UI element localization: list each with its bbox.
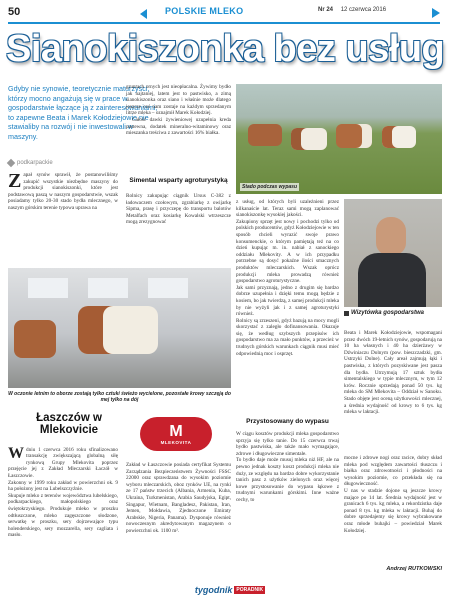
issue-number: Nr 24 [318, 7, 334, 13]
cow-shape [78, 306, 158, 354]
barn-photo [8, 268, 231, 388]
col2-paragraph-2: Całość dawki żywieniowej uzupełnia kreda pastewna, dodatek mineralno-witaminowy oraz mieszanka treściwa z zawartości 16% białka. [126, 116, 231, 137]
section2-col1-body: dniu 1 czerwca 2016 roku sfinalizowano transakcję zwiększającą globalną siłę rynkową Grupy Mlekovita poprzez przejęcie jej z Zakład Mleczarski Łaczół w Łaszczowie. Zakonny w 1999 roku zakład w powierzchni ok. 9 ha położony jest na Lubelszczyźnie. Skupuje mleko z terenów województwa lubelskiego, podkarpackiego, małopolskiego oraz świętokrzyskiego. Produkuje mleko w proszku odtłuszczone, mleko zagęszczone słodzone, serwatkę w proszku, sery dojrzewające typu holenderskiego, sery mozzarella, sery cagliata i masło. [8, 446, 118, 539]
section-chevron-left [140, 9, 147, 19]
farmer-body [358, 253, 426, 307]
dropcap: Z [8, 170, 22, 192]
col4-bottom-text: mocne i zdrowe nogi oraz racice, dobry skład mleka pod względem zawartości tłuszczu i białka oraz zdrowotności i płodności na wysokim poziomie, co przekłada się na długowieczność. U nas w stadzie dojone są jeszcze krowy mające po 14 lat. Średnia wydajność jest w granicach 6 tys. kg mleka, a rekordzistka daje ponad 8 tys. kg mleka w laktacji. Buhaj do dobre sprzedajemy się krowy wybrakowane oraz młode buhajki – powiedział Marek Kołodziej. [344, 455, 442, 534]
subhead-simental: Simental wsparty agroturystyką [129, 177, 228, 184]
farmer-portrait-photo [344, 199, 442, 307]
lead-paragraph: Gdyby nie synowie, teoretycznie maturzyści, którzy mocno angażują się w prace w gospodarstwie łączące ją z zainteresowaniami, to zapewne Beata i Marek Kołodziejowie nie stawialiby na rozwój i nie inwestowali w maszyny. [8, 84, 158, 141]
cow-shape [336, 124, 372, 148]
headline: Sianokiszonka bez usług [6, 28, 445, 70]
intro-body: apał synów sprawił, że postanowiliśmy zakupić wszystkie niezbędne maszyny do produkcji sianokiszonki, które jest podstawową paszą w naszym gospodarstwie, wszak posiadamy tylko 20-30 stado bydła mlecznego, w naszym górskim terenie typowa uprawa na [8, 172, 118, 211]
photo1-caption: Stado podczas wypasu [242, 184, 298, 190]
farmer-head [376, 217, 406, 255]
section2-title: Łaszczów w Mlekovicie [36, 412, 102, 436]
barn-window [28, 278, 68, 298]
footer-brand-badge: PORADNIK [236, 587, 264, 593]
barn-photo-caption: W oczonie letnim to oborze zostają tylko cztuki świeżo wycielone, pozostałe krowy szczęją do mej tylko na dój [8, 391, 231, 403]
section-title: POLSKIE MLEKO [165, 6, 244, 16]
footer-brand-text: tygodnik [194, 585, 233, 595]
cow-shape [248, 124, 282, 146]
region-tag [8, 160, 53, 166]
mlekovita-badge [140, 417, 212, 451]
col3-text: z usług, od których byli uzależnieni przez kilkanaście lat. Teraz sami mogą zaplanować sianokiszonkę wysokiej jakości. Zakupiony sprzęt jest nowy i pochodzi tylko od polskich producentów, gdyż Kołodziejowie w ten sposób chcieli wyrazić swoje prawo konsumenckie, o którym pamiętają też na co dzień kupując m. in. nabiał z sanockiego oddziału Mlekovity. A w ich przypadku potrzebne są dosyć pokaźne ilości smacznych produktów mleczarskich. Wszak oprócz produkcji mleka prowadzą również gospodarstwo agroturystyczne. Jak sami przyznają, jedno z drugim się bardzo dobrze uzupełnia i dzięki temu mogą będzie z kosiem, bo jak twierdzą, z samej produkcji mleka by nie wyżyli jak i z samej agroturystyki również. Rolnicy są zrzeszeni, gdyż bazują na mocy mogli skorzystać z zaległo dofinansowania. Okazuje się, że według szybszych przepisów ich gospodarstwo ma za mało punktów, a przecież w trudnych górskich warunkach ciągnik musi mieć odpowiednią moc i osprzęt. [236, 199, 339, 357]
region-label: podkarpackie [17, 160, 53, 166]
region-marker-icon [7, 159, 15, 167]
cow-shape [14, 320, 56, 358]
col2-simental-text: Rolnicy zakupując ciągnik Ursus C-382 z ładowaczem czołowym, zgrabiarkę z owijarkę Sipma, prasę i przyczepę do transportu balotów Metalfach oraz kosiarkę Kowalski wtrzeszcze mogą zrezygnować [126, 193, 231, 226]
issue-info [318, 7, 386, 13]
col4-text: Beata i Marek Kołodziejowie, wspomagani przez dwóch 19-letnich synów, gospodarują na 10 ha własnych i 40 ha dzierżawy w Dźwiniaczu Dolnym (pow. bieszczadzki, gm. Ustrzyki Dolne). Cały areał zajmują łąki i pastwiska, z których pozyskiwane jest pasza dla bydła. Utrzymują 17 sztuk bydła simentalskiego w typie mlecznym, w tym 12 krów. Rocznie sprzedają ponad 50 tys. kg mleka do SM Mlekovita – Oddział w Sanoku. Stado objęte jest oceną użytkowości mlecznej, a średnia wydajność od krowy to 6 tys. kg mleka w laktacji. [344, 330, 442, 416]
author-signature: Andrzej RUTKOWSKI [386, 566, 442, 572]
col3-bottom-text: W ciągu kosztów produkcji mleka gospodarstwo sprzyja się tylko tanie. Do 15 czerwca trwaj bydło pastwiska, ale także mało wymagające, zdrowe i długowieczne simentale. To bydło daje może musuj mleka niż HF, ale na pewno jednak koszty koszt produkcji mleka nie duży, ze względu na bardzo dobre wykorzystanie tanich pasz z użytków zielonych oraz więcej kowe przystosowanie do wypasu łąkowe z trudnymi warunkami górskimi. Inne ważne cechy, to [236, 431, 339, 503]
cow-shape [382, 126, 416, 148]
cow-shape [291, 128, 327, 150]
photo2-caption [344, 310, 442, 316]
col2-paragraph-1: gruntach ornych jest nieopłacalna. Żywimy bydło jak najtaniej, latem jest to pastwisko, a zimą sianokiszonka oraz siano i właśnie może dlatego jeszcze coś nam zostaje na każdym sprzedanym litrze mleka – oznajmił Marek Kołodziej. [126, 84, 231, 117]
header-rule [8, 22, 440, 24]
section2-dropcap: W [8, 444, 24, 462]
page-number: 50 [8, 6, 21, 18]
subhead-pasture: Przystosowany do wypasu [246, 418, 329, 425]
issue-date: 12 czerwca 2016 [340, 7, 387, 13]
mlekovita-logo [136, 414, 216, 454]
section2-col1-text [8, 440, 118, 580]
mlekovita-m-icon: M [169, 422, 183, 440]
barn-window [88, 278, 128, 298]
photo2-caption-text: Wizytówka gospodarstwa [351, 310, 424, 316]
intro-text [8, 172, 118, 267]
section2-col2-text: Zakład w Łaszczowie posiada certyfikat Systemu Zarządzania Bezpieczeństwem Żywności FSSC 22000 oraz sprawdzana do wysokim poziomie wyboru mleczarskich, oboz rynków UE, na rynki ze 17 państw trzecich (Albania, Armenia, Kuba, Ukraina, Turkmenistan, Arabia Saudyjska, Egipt, Singapur, Wietnam, Bangladesz, Pakistan, Iran, Jemen, Mołdawia, Zjednoczone Emiraty Arabskie, Nigeria, Panama). Dysponuje również nowoczesnym akredytowanym magazynem o powierzchni ok. 1100 m². [126, 462, 231, 534]
barn-window [148, 278, 188, 298]
pasture-photo [236, 84, 442, 194]
section-chevron-right [432, 8, 440, 18]
caption-marker-icon [344, 311, 349, 316]
mlekovita-logo-text: MLEKOVITA [160, 439, 192, 445]
col2-top-text [126, 84, 231, 202]
footer-brand [180, 584, 280, 596]
